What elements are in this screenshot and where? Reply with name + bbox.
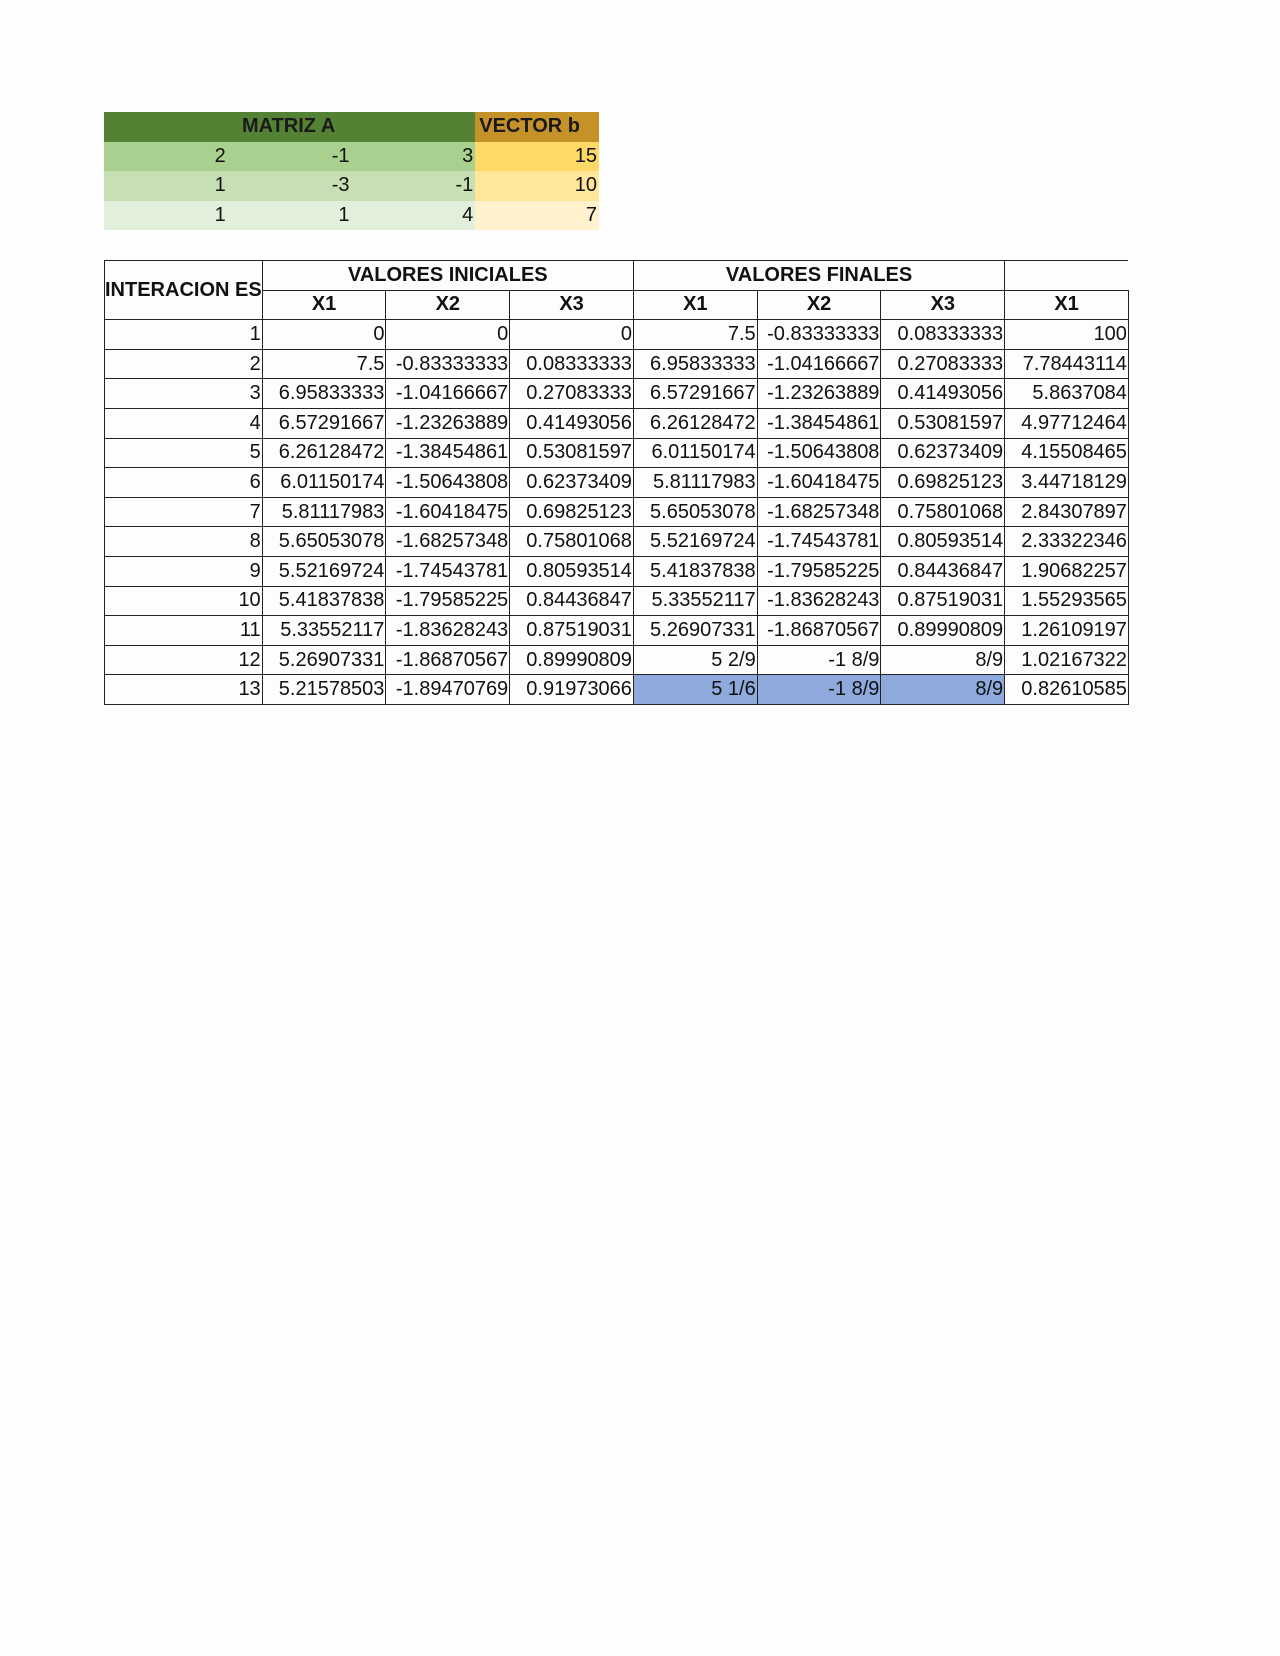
initial-x2-cell[interactable]: -1.74543781: [386, 556, 510, 586]
final-x1-cell[interactable]: 5.52169724: [633, 527, 757, 557]
initial-x1-cell[interactable]: 7.5: [262, 349, 386, 379]
error-group-header[interactable]: [1005, 261, 1129, 291]
matrix-cell[interactable]: 4: [352, 201, 476, 231]
error-x1-cell[interactable]: 7.78443114: [1005, 349, 1129, 379]
error-x1-cell[interactable]: 1.02167322: [1005, 645, 1129, 675]
initial-x3-cell[interactable]: 0: [510, 320, 634, 350]
initial-x3-cell[interactable]: 0.27083333: [510, 379, 634, 409]
iteration-cell[interactable]: 13: [105, 675, 263, 705]
initial-x1-cell[interactable]: 6.95833333: [262, 379, 386, 409]
initial-x2-cell[interactable]: -1.79585225: [386, 586, 510, 616]
initial-x3-cell[interactable]: 0.89990809: [510, 645, 634, 675]
iteration-cell[interactable]: 10: [105, 586, 263, 616]
error-x1-cell[interactable]: 100: [1005, 320, 1129, 350]
final-x3-cell[interactable]: 0.41493056: [881, 379, 1005, 409]
error-x1-cell[interactable]: 4.15508465: [1005, 438, 1129, 468]
iteration-section: [104, 260, 1129, 705]
final-x1-cell[interactable]: 5.41837838: [633, 556, 757, 586]
final-x2-cell[interactable]: -1 8/9: [757, 645, 881, 675]
vector-cell[interactable]: 7: [475, 201, 599, 231]
table-row: [105, 320, 1129, 350]
final-x2-cell[interactable]: -1.50643808: [757, 438, 881, 468]
matrix-a-header[interactable]: MATRIZ A: [104, 112, 475, 142]
table-row: [105, 379, 1129, 409]
final-x3-cell[interactable]: 0.27083333: [881, 349, 1005, 379]
initial-x1-cell[interactable]: 0: [262, 320, 386, 350]
initial-x1-cell[interactable]: 5.21578503: [262, 675, 386, 705]
final-values-header[interactable]: VALORES FINALES: [633, 261, 1004, 291]
iteration-cell[interactable]: 2: [105, 349, 263, 379]
error-x1-cell[interactable]: 2.84307897: [1005, 497, 1129, 527]
initial-x2-cell[interactable]: -1.38454861: [386, 438, 510, 468]
iteration-cell[interactable]: 11: [105, 616, 263, 646]
iteration-cell[interactable]: 3: [105, 379, 263, 409]
initial-x3-cell[interactable]: 0.91973066: [510, 675, 634, 705]
initial-x1-cell[interactable]: 5.81117983: [262, 497, 386, 527]
final-x2-cell[interactable]: -0.83333333: [757, 320, 881, 350]
matrix-header-row: [104, 112, 599, 142]
final-x2-cell[interactable]: -1.86870567: [757, 616, 881, 646]
matrix-section: [104, 112, 599, 230]
iteration-cell[interactable]: 9: [105, 556, 263, 586]
error-x1-cell[interactable]: 5.8637084: [1005, 379, 1129, 409]
final-x2-cell[interactable]: -1.23263889: [757, 379, 881, 409]
final-x3-cell[interactable]: 0.75801068: [881, 497, 1005, 527]
initial-x1-cell[interactable]: 5.26907331: [262, 645, 386, 675]
matrix-cell[interactable]: -3: [228, 171, 352, 201]
error-x1-cell[interactable]: 3.44718129: [1005, 468, 1129, 498]
final-x3-cell[interactable]: 8/9: [881, 645, 1005, 675]
initial-x1-cell[interactable]: 5.41837838: [262, 586, 386, 616]
final-x3-cell[interactable]: 0.69825123: [881, 468, 1005, 498]
iteration-cell[interactable]: 8: [105, 527, 263, 557]
matrix-cell[interactable]: -1: [228, 142, 352, 172]
final-x2-cell[interactable]: -1.38454861: [757, 408, 881, 438]
final-x1-cell[interactable]: 6.57291667: [633, 379, 757, 409]
table-row: [105, 556, 1129, 586]
initial-x2-cell[interactable]: -0.83333333: [386, 349, 510, 379]
initial-x2-cell[interactable]: -1.60418475: [386, 497, 510, 527]
matrix-cell[interactable]: 1: [104, 171, 228, 201]
initial-x1-cell[interactable]: 6.57291667: [262, 408, 386, 438]
iterations-header[interactable]: INTERACION ES: [105, 261, 263, 320]
final-x1-cell[interactable]: 5.33552117: [633, 586, 757, 616]
vector-cell[interactable]: 15: [475, 142, 599, 172]
final-x3-cell[interactable]: 0.89990809: [881, 616, 1005, 646]
initial-x2-cell[interactable]: -1.50643808: [386, 468, 510, 498]
initial-x2-cell[interactable]: -1.23263889: [386, 408, 510, 438]
col-header-x1[interactable]: X1: [1005, 290, 1129, 320]
final-x3-cell[interactable]: 8/9: [881, 675, 1005, 705]
error-x1-cell[interactable]: 0.82610585: [1005, 675, 1129, 705]
final-x2-cell[interactable]: -1.04166667: [757, 349, 881, 379]
initial-x1-cell[interactable]: 5.65053078: [262, 527, 386, 557]
initial-x1-cell[interactable]: 5.52169724: [262, 556, 386, 586]
table-row: [105, 586, 1129, 616]
initial-x2-cell[interactable]: -1.83628243: [386, 616, 510, 646]
col-header-x3[interactable]: X3: [881, 290, 1005, 320]
initial-x2-cell[interactable]: -1.89470769: [386, 675, 510, 705]
error-x1-cell[interactable]: 4.97712464: [1005, 408, 1129, 438]
final-x1-cell[interactable]: 5.81117983: [633, 468, 757, 498]
col-header-x2[interactable]: X2: [757, 290, 881, 320]
group-header-row: [105, 261, 1129, 291]
table-row: [105, 645, 1129, 675]
final-x1-cell[interactable]: 5 2/9: [633, 645, 757, 675]
final-x1-cell[interactable]: 5.65053078: [633, 497, 757, 527]
final-x2-cell[interactable]: -1 8/9: [757, 675, 881, 705]
initial-x3-cell[interactable]: 0.84436847: [510, 586, 634, 616]
initial-x3-cell[interactable]: 0.62373409: [510, 468, 634, 498]
iteration-rows: [105, 320, 1129, 705]
matrix-cell[interactable]: 1: [228, 201, 352, 231]
final-x3-cell[interactable]: 0.80593514: [881, 527, 1005, 557]
error-x1-cell[interactable]: 1.26109197: [1005, 616, 1129, 646]
col-header-x2[interactable]: X2: [386, 290, 510, 320]
final-x2-cell[interactable]: -1.68257348: [757, 497, 881, 527]
table-row: [105, 468, 1129, 498]
initial-x3-cell[interactable]: 0.41493056: [510, 408, 634, 438]
initial-x3-cell[interactable]: 0.08333333: [510, 349, 634, 379]
table-row: [105, 527, 1129, 557]
table-row: [105, 438, 1129, 468]
initial-x2-cell[interactable]: 0: [386, 320, 510, 350]
matrix-cell[interactable]: 1: [104, 201, 228, 231]
initial-x3-cell[interactable]: 0.69825123: [510, 497, 634, 527]
final-x1-cell[interactable]: 5.26907331: [633, 616, 757, 646]
initial-x2-cell[interactable]: -1.86870567: [386, 645, 510, 675]
iteration-cell[interactable]: 1: [105, 320, 263, 350]
table-row: [105, 408, 1129, 438]
initial-x3-cell[interactable]: 0.53081597: [510, 438, 634, 468]
initial-x3-cell[interactable]: 0.75801068: [510, 527, 634, 557]
matrix-row: [104, 142, 599, 172]
matrix-cell[interactable]: 3: [352, 142, 476, 172]
initial-x3-cell[interactable]: 0.80593514: [510, 556, 634, 586]
final-x2-cell[interactable]: -1.60418475: [757, 468, 881, 498]
initial-x1-cell[interactable]: 6.01150174: [262, 468, 386, 498]
final-x1-cell[interactable]: 6.26128472: [633, 408, 757, 438]
vector-cell[interactable]: 10: [475, 171, 599, 201]
table-row: [105, 497, 1129, 527]
initial-x2-cell[interactable]: -1.68257348: [386, 527, 510, 557]
final-x1-cell[interactable]: 7.5: [633, 320, 757, 350]
final-x2-cell[interactable]: -1.79585225: [757, 556, 881, 586]
matrix-table: [104, 112, 599, 230]
matrix-row: [104, 201, 599, 231]
final-x1-cell[interactable]: 5 1/6: [633, 675, 757, 705]
matrix-row: [104, 171, 599, 201]
final-x2-cell[interactable]: -1.74543781: [757, 527, 881, 557]
iteration-table: [104, 260, 1129, 705]
col-header-x3[interactable]: X3: [510, 290, 634, 320]
final-x3-cell[interactable]: 0.84436847: [881, 556, 1005, 586]
matrix-cell[interactable]: -1: [352, 171, 476, 201]
initial-x1-cell[interactable]: 6.26128472: [262, 438, 386, 468]
final-x3-cell[interactable]: 0.08333333: [881, 320, 1005, 350]
initial-values-header[interactable]: VALORES INICIALES: [262, 261, 633, 291]
iteration-cell[interactable]: 5: [105, 438, 263, 468]
error-x1-cell[interactable]: 2.33322346: [1005, 527, 1129, 557]
vector-b-header[interactable]: VECTOR b: [475, 112, 599, 142]
initial-x2-cell[interactable]: -1.04166667: [386, 379, 510, 409]
col-header-x1[interactable]: X1: [633, 290, 757, 320]
final-x3-cell[interactable]: 0.53081597: [881, 408, 1005, 438]
matrix-cell[interactable]: 2: [104, 142, 228, 172]
iteration-cell[interactable]: 4: [105, 408, 263, 438]
iteration-cell[interactable]: 12: [105, 645, 263, 675]
error-x1-cell[interactable]: 1.55293565: [1005, 586, 1129, 616]
iteration-cell[interactable]: 7: [105, 497, 263, 527]
final-x3-cell[interactable]: 0.62373409: [881, 438, 1005, 468]
final-x2-cell[interactable]: -1.83628243: [757, 586, 881, 616]
table-row: [105, 675, 1129, 705]
table-row: [105, 616, 1129, 646]
final-x1-cell[interactable]: 6.01150174: [633, 438, 757, 468]
final-x3-cell[interactable]: 0.87519031: [881, 586, 1005, 616]
iteration-cell[interactable]: 6: [105, 468, 263, 498]
initial-x3-cell[interactable]: 0.87519031: [510, 616, 634, 646]
col-header-x1[interactable]: X1: [262, 290, 386, 320]
final-x1-cell[interactable]: 6.95833333: [633, 349, 757, 379]
initial-x1-cell[interactable]: 5.33552117: [262, 616, 386, 646]
error-x1-cell[interactable]: 1.90682257: [1005, 556, 1129, 586]
table-row: [105, 349, 1129, 379]
